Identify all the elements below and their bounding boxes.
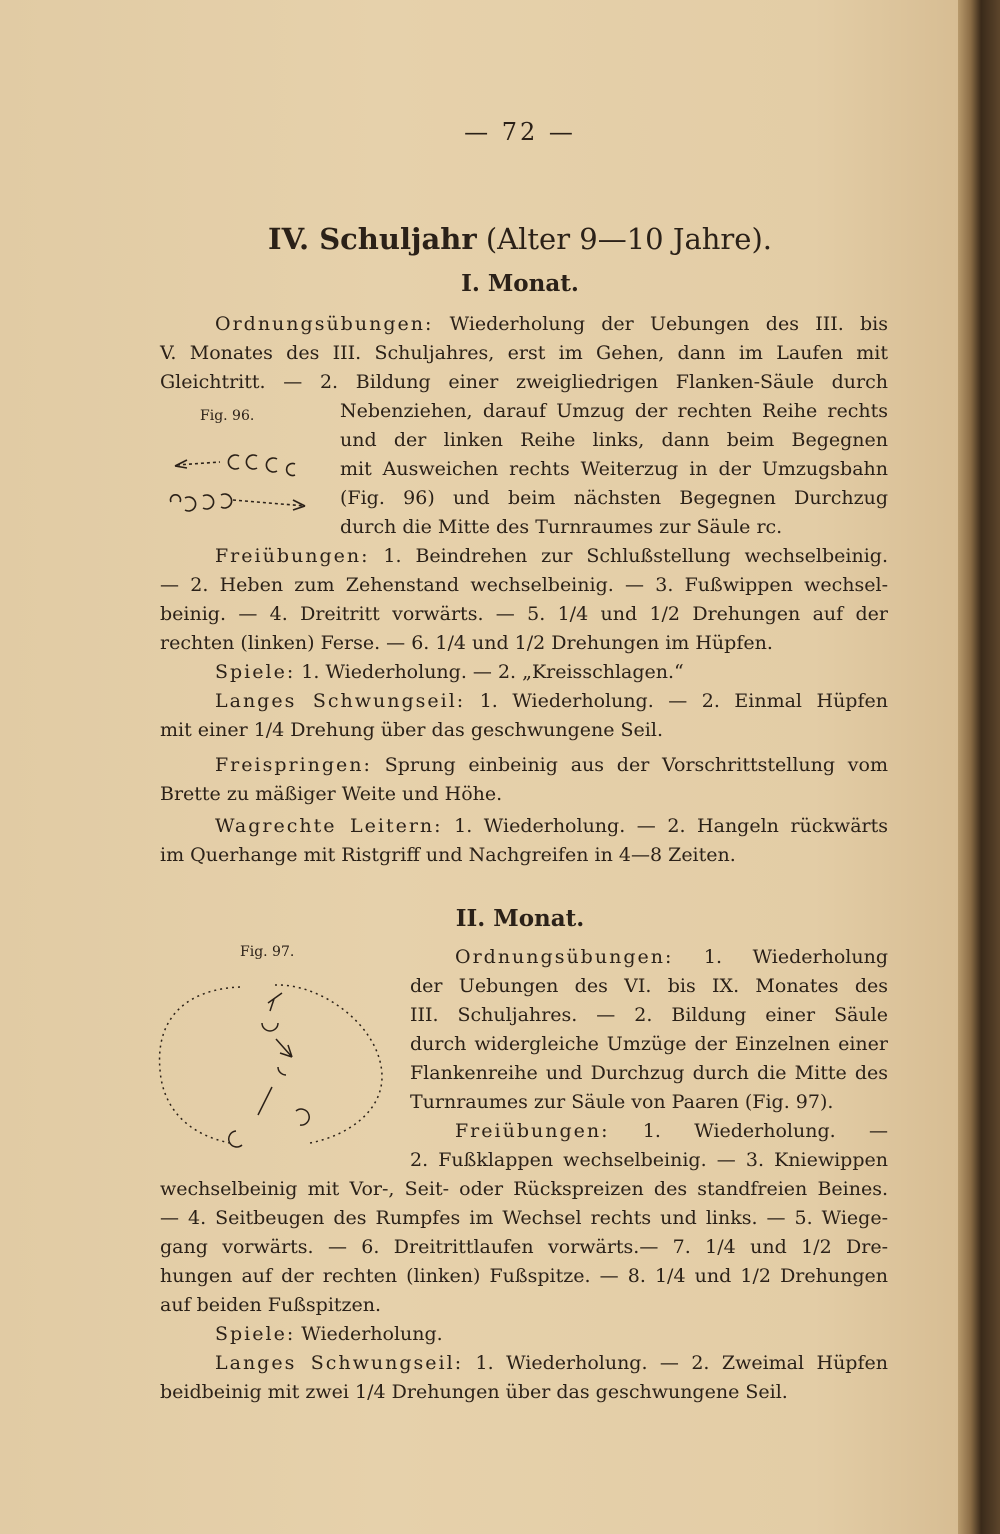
text-line: Spiele: Wiederholung. <box>215 1323 443 1345</box>
text-line: mit einer 1/4 Drehung über das geschwungene Seil. <box>160 719 663 741</box>
text-line: und der linken Reihe links, dann beim Begegnen <box>340 429 888 451</box>
text-line: — 2. Heben zum Zehenstand wechselbeinig. — 3. Fußwippen wechsel- <box>160 574 888 596</box>
text-line: rechten (linken) Ferse. — 6. 1/4 und 1/2 Drehungen im Hüpfen. <box>160 632 773 654</box>
chapter-heading <box>0 222 958 256</box>
arrow-icon <box>276 1039 292 1057</box>
figure-97-diagram <box>150 975 395 1155</box>
text-line: beinig. — 4. Dreitritt vorwärts. — 5. 1/4 und 1/2 Drehungen auf der <box>160 603 888 625</box>
text-line: Spiele: 1. Wiederholung. — 2. „Kreisschlagen.“ <box>215 661 684 683</box>
text-line: Wagrechte Leitern: 1. Wiederholung. — 2. Hangeln rückwärts <box>215 815 888 837</box>
text-line: Ordnungsübungen: Wiederholung der Uebungen des III. bis <box>215 313 888 335</box>
text-line: hungen auf der rechten (linken) Fußspitze. — 8. 1/4 und 1/2 Drehungen <box>160 1265 888 1287</box>
text-line: Ordnungsübungen: 1. Wiederholung <box>455 946 888 968</box>
book-spine <box>958 0 1000 1534</box>
text-line: Freiübungen: 1. Wiederholung. — <box>455 1120 888 1142</box>
text-line: der Uebungen des VI. bis IX. Monates des <box>410 975 888 997</box>
text-line: Freispringen: Sprung einbeinig aus der Vorschrittstellung vom <box>215 754 888 776</box>
text-line: Freiübungen: 1. Beindrehen zur Schlußstellung wechselbeinig. <box>215 545 888 567</box>
text-line: gang vorwärts. — 6. Dreitrittlaufen vorwärts.— 7. 1/4 und 1/2 Dre- <box>160 1236 888 1258</box>
text-line: (Fig. 96) und beim nächsten Begegnen Durchzug <box>340 487 888 509</box>
text-line: mit Ausweichen rechts Weiterzug in der Umzugsbahn <box>340 458 888 480</box>
page-number: — 72 — <box>464 118 576 146</box>
section-heading-month-2: II. Monat. <box>455 905 585 932</box>
text-line: Langes Schwungseil: 1. Wiederholung. — 2. Zweimal Hüpfen <box>215 1352 888 1374</box>
chapter-heading-age: (Alter 9—10 Jahre). <box>476 222 772 256</box>
text-line: Gleichtritt. — 2. Bildung einer zweigliedrigen Flanken-Säule durch <box>160 371 888 393</box>
figure-97-label: Fig. 97. <box>240 944 295 960</box>
text-line: — 4. Seitbeugen des Rumpfes im Wechsel rechts und links. — 5. Wiege- <box>160 1207 888 1229</box>
text-line: Turnraumes zur Säule von Paaren (Fig. 97). <box>410 1091 834 1113</box>
figure-96-label: Fig. 96. <box>200 408 255 424</box>
text-line: wechselbeinig mit Vor-, Seit- oder Rückspreizen des standfreien Beines. <box>160 1178 888 1200</box>
text-line: durch widergleiche Umzüge der Einzelnen einer <box>410 1033 888 1055</box>
text-line: auf beiden Fußspitzen. <box>160 1294 382 1316</box>
text-line: 2. Fußklappen wechselbeinig. — 3. Kniewippen <box>410 1149 888 1171</box>
text-line: Langes Schwungseil: 1. Wiederholung. — 2. Einmal Hüpfen <box>215 690 888 712</box>
text-line: durch die Mitte des Turnraumes zur Säule rc. <box>340 516 783 538</box>
text-line: im Querhange mit Ristgriff und Nachgreifen in 4—8 Zeiten. <box>160 844 736 866</box>
text-line: III. Schuljahres. — 2. Bildung einer Säule <box>410 1004 888 1026</box>
chapter-heading-main: IV. Schuljahr <box>268 222 477 256</box>
section-heading-month-1: I. Monat. <box>461 270 579 297</box>
text-line: Nebenziehen, darauf Umzug der rechten Reihe rechts <box>340 400 888 422</box>
text-line: Brette zu mäßiger Weite und Höhe. <box>160 783 503 805</box>
text-line: Flankenreihe und Durchzug durch die Mitte des <box>410 1062 888 1084</box>
figure-96-diagram <box>165 440 335 520</box>
text-line: beidbeinig mit zwei 1/4 Drehungen über das geschwungene Seil. <box>160 1381 788 1403</box>
text-line: V. Monates des III. Schuljahres, erst im Gehen, dann im Laufen mit <box>160 342 888 364</box>
